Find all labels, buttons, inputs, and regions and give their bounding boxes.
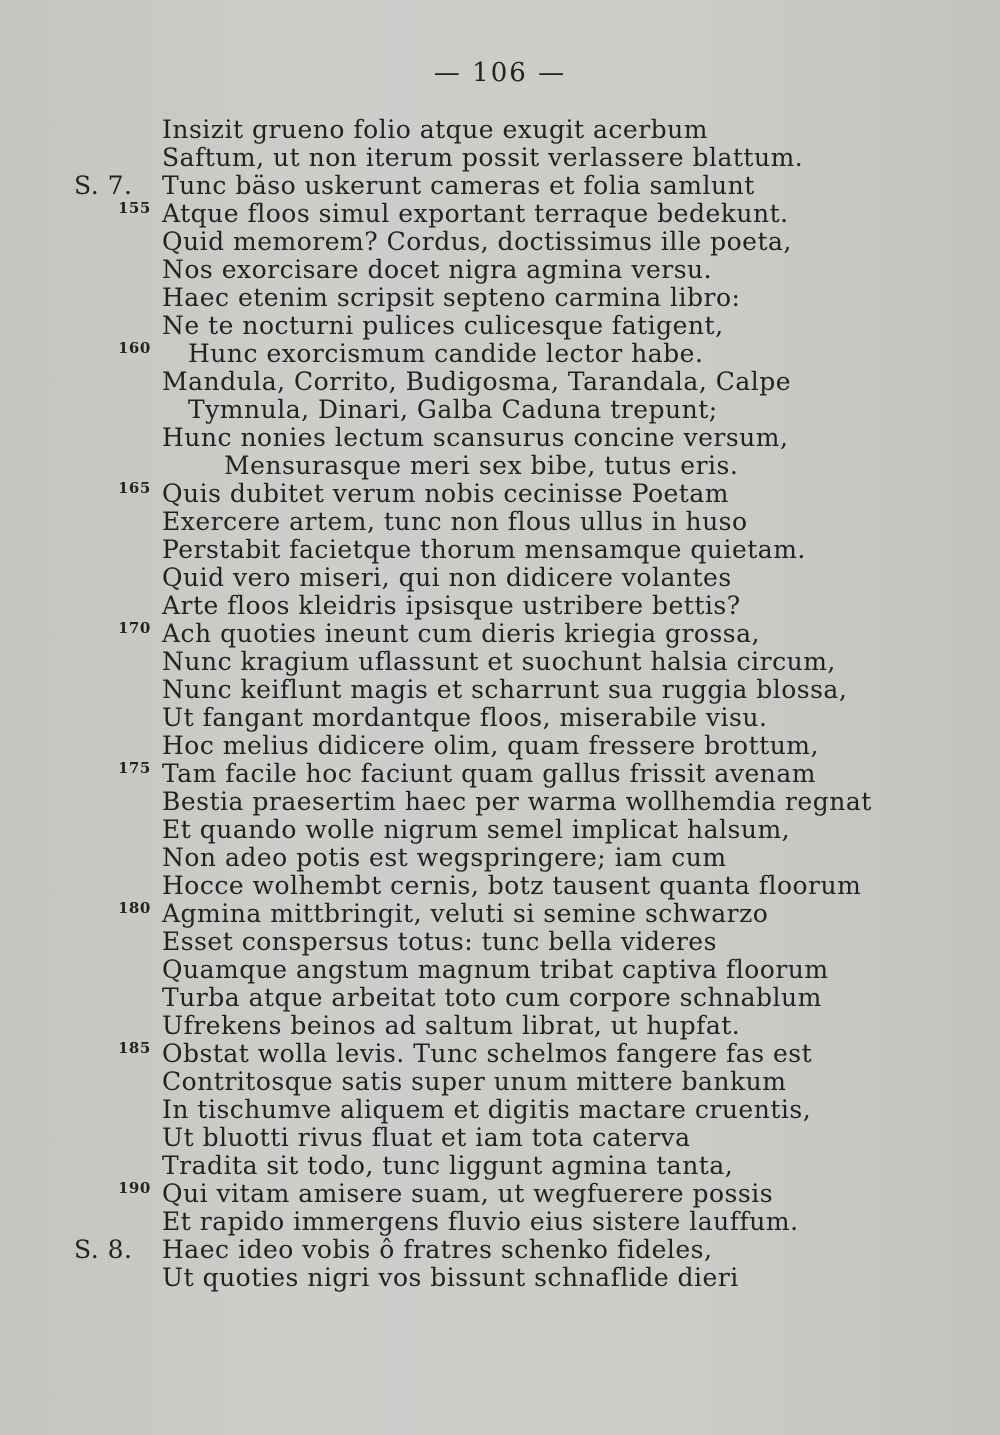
verse-line — [0, 676, 1000, 704]
verse-line — [0, 1264, 1000, 1292]
verse-text: Insizit grueno folio atque exugit acerbum — [162, 115, 708, 144]
verse-text: Nunc keiflunt magis et scharrunt sua ruggia blossa, — [162, 675, 848, 704]
verse-line — [0, 508, 1000, 536]
verse-line — [0, 928, 1000, 956]
verse-line — [0, 956, 1000, 984]
verse-text: Quis dubitet verum nobis cecinisse Poetam — [162, 479, 729, 508]
verse-text: Turba atque arbeitat toto cum corpore schnablum — [162, 983, 822, 1012]
line-number: 165 — [118, 479, 151, 497]
verse-text: Hunc exorcismum candide lector habe. — [188, 339, 704, 368]
verse-line — [0, 900, 1000, 928]
verse-text: Esset conspersus totus: tunc bella videres — [162, 927, 717, 956]
verse-text: Quid memorem? Cordus, doctissimus ille poeta, — [162, 227, 792, 256]
verse-line — [0, 1208, 1000, 1236]
section-mark: S. 8. — [74, 1235, 133, 1264]
verse-text: In tischumve aliquem et digitis mactare cruentis, — [162, 1095, 812, 1124]
verse-line — [0, 788, 1000, 816]
verse-line — [0, 984, 1000, 1012]
verse-text: Nunc kragium uflassunt et suochunt halsia circum, — [162, 647, 836, 676]
verse-text: Ufrekens beinos ad saltum librat, ut hupfat. — [162, 1011, 741, 1040]
verse-text: Contritosque satis super unum mittere bankum — [162, 1067, 787, 1096]
verse-lines — [0, 116, 1000, 1292]
verse-text: Atque floos simul exportant terraque bedekunt. — [162, 199, 789, 228]
verse-line — [0, 256, 1000, 284]
verse-text: Qui vitam amisere suam, ut wegfuerere possis — [162, 1179, 774, 1208]
line-number: 190 — [118, 1179, 151, 1197]
page-number: — 106 — — [433, 58, 567, 88]
verse-text: Hunc nonies lectum scansurus concine versum, — [162, 423, 789, 452]
verse-text: Tam facile hoc faciunt quam gallus frissit avenam — [162, 759, 816, 788]
verse-text: Quid vero miseri, qui non didicere volantes — [162, 563, 732, 592]
verse-line — [0, 480, 1000, 508]
verse-line — [0, 144, 1000, 172]
verse-text: Ut fangant mordantque floos, miserabile visu. — [162, 703, 768, 732]
verse-line — [0, 396, 1000, 424]
line-number: 175 — [118, 759, 151, 777]
line-number: 185 — [118, 1039, 151, 1057]
verse-text: Quamque angstum magnum tribat captiva floorum — [162, 955, 829, 984]
verse-line — [0, 564, 1000, 592]
verse-text: Ach quoties ineunt cum dieris kriegia grossa, — [162, 619, 760, 648]
section-mark: S. 7. — [74, 171, 133, 200]
verse-line — [0, 340, 1000, 368]
verse-text: Perstabit facietque thorum mensamque quietam. — [162, 535, 806, 564]
verse-line — [0, 424, 1000, 452]
verse-line — [0, 200, 1000, 228]
verse-text: Tymnula, Dinari, Galba Caduna trepunt; — [188, 395, 718, 424]
verse-line — [0, 1096, 1000, 1124]
verse-text: Et quando wolle nigrum semel implicat halsum, — [162, 815, 791, 844]
verse-text: Exercere artem, tunc non flous ullus in huso — [162, 507, 748, 536]
line-number: 180 — [118, 899, 151, 917]
verse-line — [0, 1124, 1000, 1152]
verse-text: Agmina mittbringit, veluti si semine schwarzo — [162, 899, 769, 928]
verse-text: Et rapido immergens fluvio eius sistere lauffum. — [162, 1207, 799, 1236]
verse-text: Haec ideo vobis ô fratres schenko fideles, — [162, 1235, 713, 1264]
verse-text: Tradita sit todo, tunc liggunt agmina tanta, — [162, 1151, 734, 1180]
verse-text: Non adeo potis est wegspringere; iam cum — [162, 843, 727, 872]
line-number: 160 — [118, 339, 151, 357]
verse-text: Ut quoties nigri vos bissunt schnaflide dieri — [162, 1263, 739, 1292]
verse-line — [0, 760, 1000, 788]
verse-line — [0, 620, 1000, 648]
verse-text: Bestia praesertim haec per warma wollhemdia regnat — [162, 787, 872, 816]
verse-line — [0, 1180, 1000, 1208]
verse-text: Mandula, Corrito, Budigosma, Tarandala, Calpe — [162, 367, 792, 396]
verse-line — [0, 704, 1000, 732]
verse-text: Hoc melius didicere olim, quam fressere brottum, — [162, 731, 819, 760]
verse-line — [0, 228, 1000, 256]
verse-text: Haec etenim scripsit septeno carmina libro: — [162, 283, 741, 312]
verse-line — [0, 368, 1000, 396]
verse-text: Ut bluotti rivus fluat et iam tota caterva — [162, 1123, 691, 1152]
verse-line — [0, 1040, 1000, 1068]
line-number: 170 — [118, 619, 151, 637]
verse-line — [0, 536, 1000, 564]
verse-line — [0, 648, 1000, 676]
verse-line — [0, 284, 1000, 312]
verse-text: Ne te nocturni pulices culicesque fatigent, — [162, 311, 724, 340]
verse-text: Obstat wolla levis. Tunc schelmos fangere fas est — [162, 1039, 813, 1068]
verse-text: Arte floos kleidris ipsisque ustribere bettis? — [162, 591, 741, 620]
verse-line — [0, 1236, 1000, 1264]
verse-text: Mensurasque meri sex bibe, tutus eris. — [224, 451, 739, 480]
verse-text: Hocce wolhembt cernis, botz tausent quanta floorum — [162, 871, 862, 900]
verse-text: Tunc bäso uskerunt cameras et folia samlunt — [162, 171, 755, 200]
verse-line — [0, 116, 1000, 144]
verse-text: Nos exorcisare docet nigra agmina versu. — [162, 255, 713, 284]
line-number: 155 — [118, 199, 151, 217]
verse-text: Saftum, ut non iterum possit verlassere blattum. — [162, 143, 804, 172]
verse-line — [0, 1068, 1000, 1096]
verse-line — [0, 844, 1000, 872]
verse-line — [0, 816, 1000, 844]
